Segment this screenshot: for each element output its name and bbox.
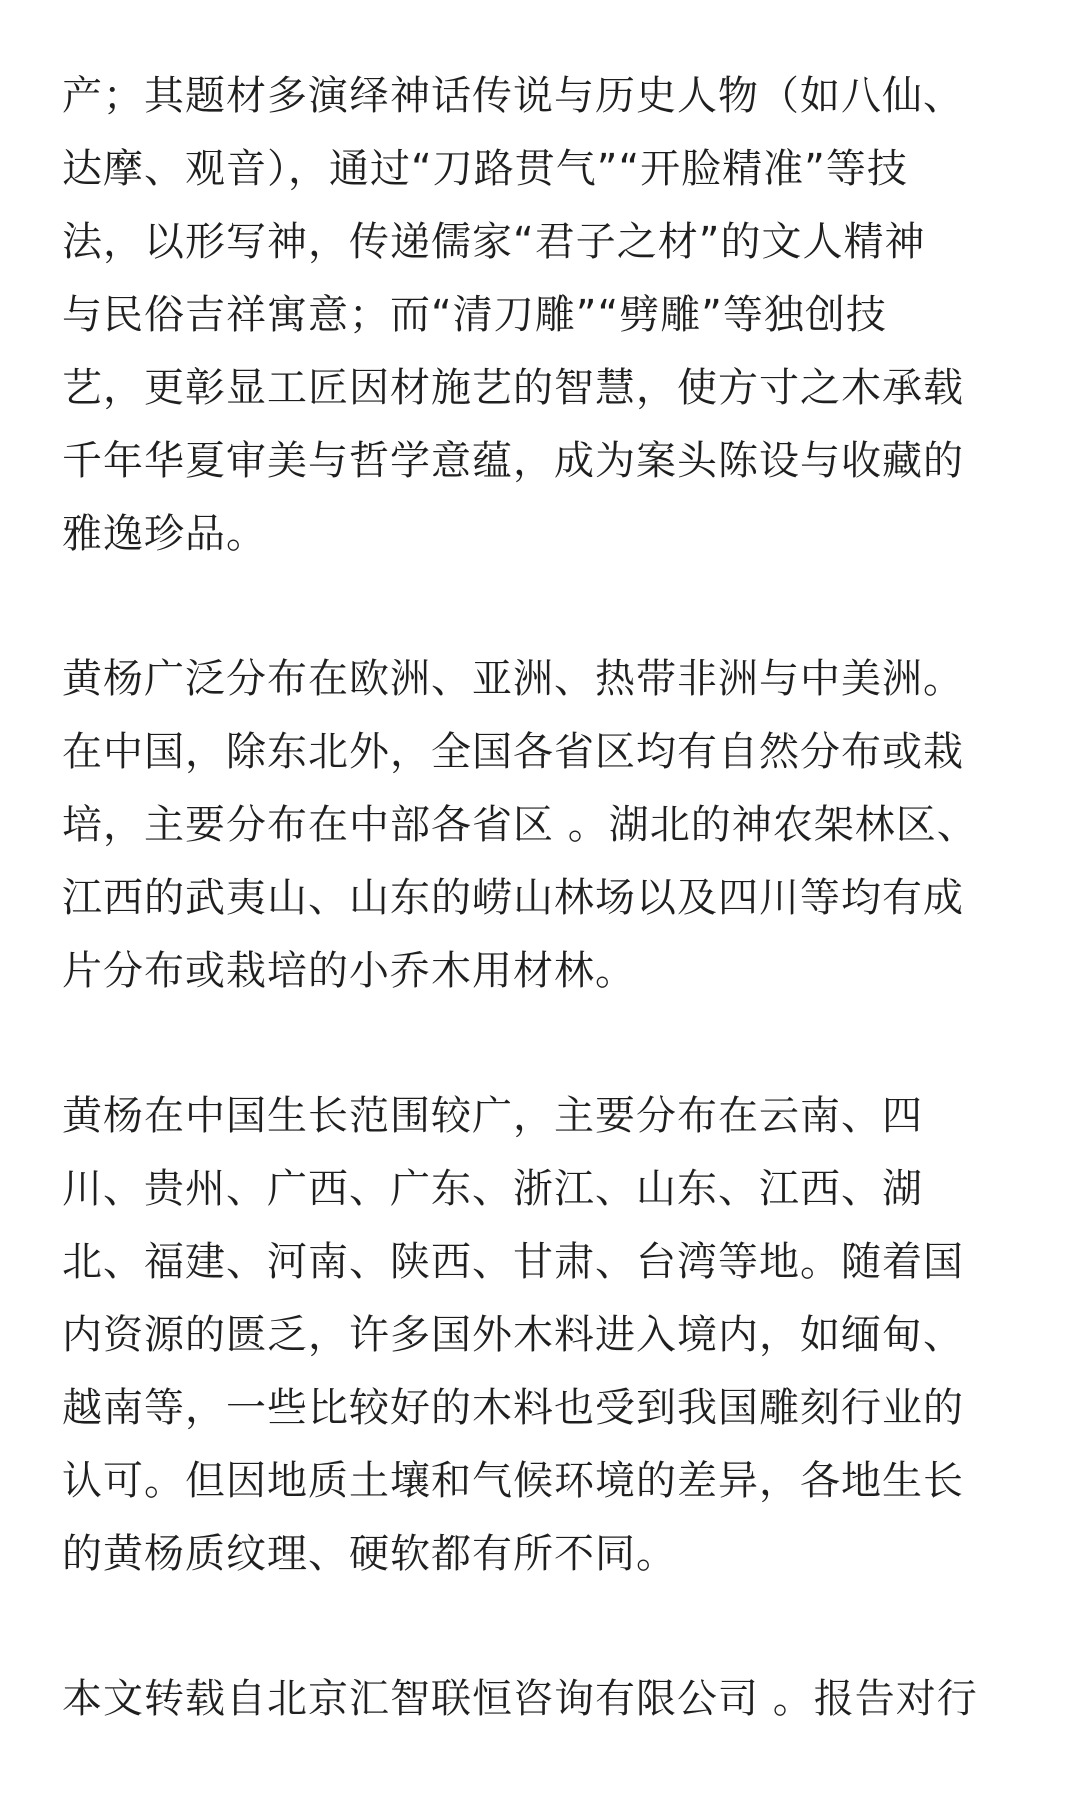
text-line: 法，以形写神，传递儒家“君子之材”的文人精神 [62,219,926,265]
text-line: 片分布或栽培的小乔木用材林。 [62,948,636,994]
text-line: 的黄杨质纹理、硬软都有所不同。 [62,1531,677,1577]
text-line: 与民俗吉祥寓意；而“清刀雕”“劈雕”等独创技 [62,292,887,338]
text-line: 内资源的匮乏，许多国外木料进入境内，如缅甸、 [62,1312,964,1358]
text-line: 培，主要分布在中部各省区 。湖北的神农架林区、 [62,802,978,848]
text-line: 千年华夏审美与哲学意蕴，成为案头陈设与收藏的 [62,438,964,484]
text-line: 认可。但因地质土壤和气候环境的差异，各地生长 [62,1458,964,1504]
text-line: 本文转载自北京汇智联恒咨询有限公司 。报告对行 [62,1676,978,1722]
text-line: 越南等，一些比较好的木料也受到我国雕刻行业的 [62,1385,964,1431]
text-line: 达摩、观音），通过“刀路贯气”“开脸精准”等技 [62,146,908,192]
text-line: 黄杨在中国生长范围较广，主要分布在云南、四 [62,1093,923,1139]
paragraph-global-distribution [62,643,1022,1008]
paragraph-china-distribution [62,1080,1022,1591]
paragraph-source-note [62,1663,1022,1736]
text-line: 北、福建、河南、陕西、甘肃、台湾等地。随着国 [62,1239,964,1285]
text-line: 产；其题材多演绎神话传说与历史人物（如八仙、 [62,73,964,119]
text-line: 川、贵州、广西、广东、浙江、山东、江西、湖 [62,1166,923,1212]
text-line: 黄杨广泛分布在欧洲、亚洲、热带非洲与中美洲。 [62,656,964,702]
text-line: 雅逸珍品。 [62,511,267,557]
text-line: 艺，更彰显工匠因材施艺的智慧，使方寸之木承载 [62,365,964,411]
paragraph-carving-themes [62,60,1022,571]
text-line: 在中国，除东北外，全国各省区均有自然分布或栽 [62,729,964,775]
text-line: 江西的武夷山、山东的崂山林场以及四川等均有成 [62,875,964,921]
article-body [62,60,1022,1736]
